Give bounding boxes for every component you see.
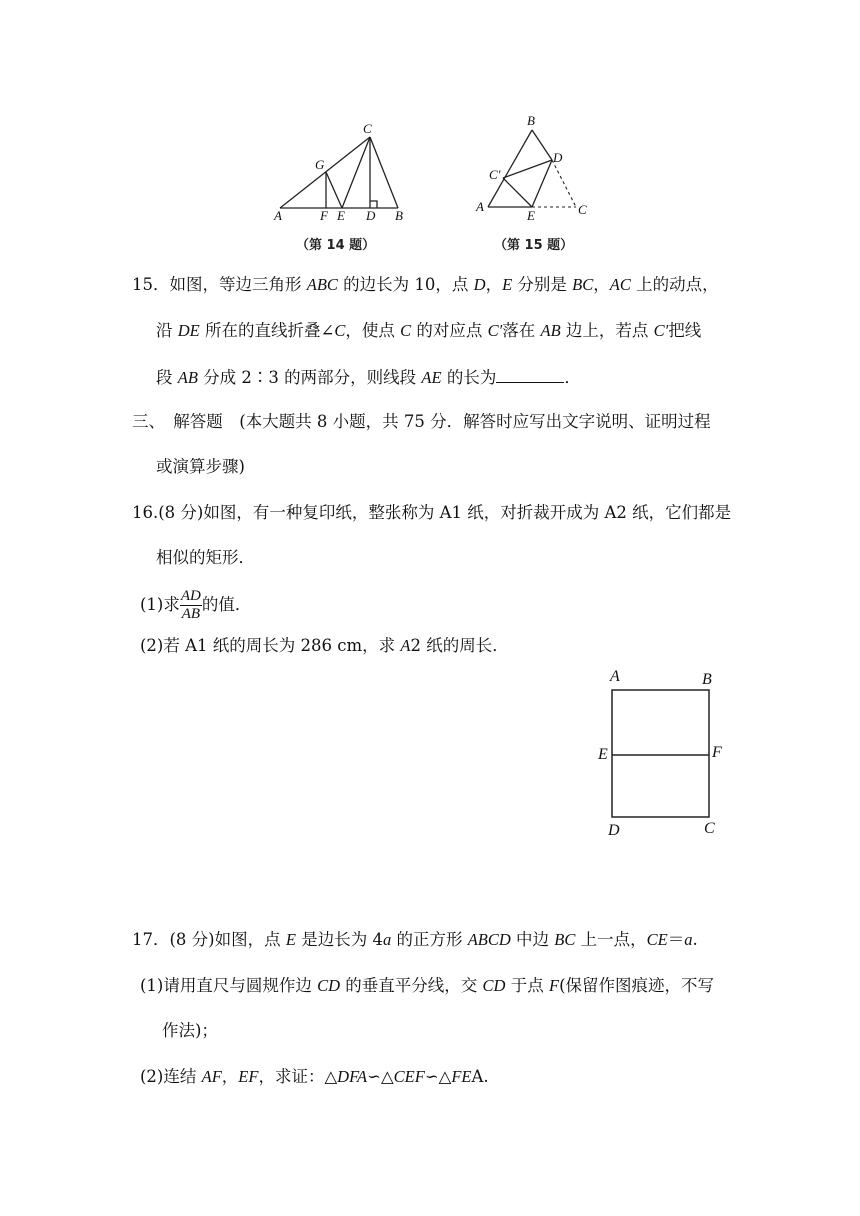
q16-sub-1: (1)求 $\frac{AD}{AB}$ 的值．	[140, 588, 252, 622]
fig15-label-b: B	[527, 113, 535, 128]
fig14-label-a: A	[274, 208, 282, 223]
q15-line-3: 段 AB 分成 2∶3 的两部分，则线段 AE 的长为 ．	[156, 368, 581, 387]
fig16-label-c: C	[704, 820, 715, 837]
q16-line-1: 16.(8 分)如图，有一种复印纸，整张称为 A1 纸，对折裁开成为 A2 纸，它们都是	[132, 503, 732, 522]
fig15-label-d: D	[553, 150, 563, 165]
fig16-label-d: D	[608, 822, 620, 839]
fig15-caption: （第 15 题）	[494, 238, 574, 253]
q16-line-2: 相似的矩形．	[156, 548, 255, 567]
fig14-label-d: D	[366, 208, 376, 223]
fig14-label-f: F	[320, 208, 328, 223]
q17-line-1: 17．(8 分)如图，点 E 是边长为 4a 的正方形 ABCD 中边 BC 上一点，CE＝a.	[132, 930, 698, 949]
fig14-label-e: E	[337, 208, 345, 223]
fig16-label-f: F	[712, 744, 722, 761]
fig16-label-b: B	[702, 671, 712, 688]
q15-line-2: 沿 DE 所在的直线折叠∠C，使点 C 的对应点 C′落在 AB 边上，若点 C′把线	[156, 321, 702, 340]
fig14-label-c: C	[363, 121, 372, 136]
fig16-label-e: E	[598, 746, 608, 763]
q17-sub-1-line-1: (1)请用直尺与圆规作边 CD 的垂直平分线，交 CD 于点 F(保留作图痕迹，不写	[140, 976, 714, 995]
fig14-caption: （第 14 题）	[296, 238, 376, 253]
fraction-ad-ab: $\frac{AD}{AB}$	[180, 588, 201, 622]
fig15-label-e: E	[527, 208, 535, 223]
fig15-label-c: C	[578, 202, 587, 217]
fig14-label-g: G	[315, 157, 325, 172]
fig14-label-b: B	[395, 208, 403, 223]
q17-sub-1-line-2: 作法)；	[162, 1021, 218, 1040]
section-3-heading-cont: 或演算步骤)	[156, 457, 245, 476]
fig15-label-cprime: C′	[489, 167, 501, 182]
fig15-label-a: A	[476, 199, 484, 214]
q16-sub-2: (2)若 A1 纸的周长为 286 cm，求 A2 纸的周长．	[140, 636, 509, 655]
q17-sub-2: (2)连结 AF，EF，求证：△DFA∽△CEF∽△FEA.	[140, 1067, 489, 1086]
q15-line-1: 15．如图，等边三角形 ABC 的边长为 10，点 D，E 分别是 BC，AC 上的动点，	[132, 275, 719, 294]
section-3-heading: 三、 解答题 (本大题共 8 小题，共 75 分．解答时应写出文字说明、证明过程	[132, 412, 711, 431]
fig16-label-a: A	[610, 668, 620, 685]
answer-blank[interactable]	[496, 366, 564, 383]
